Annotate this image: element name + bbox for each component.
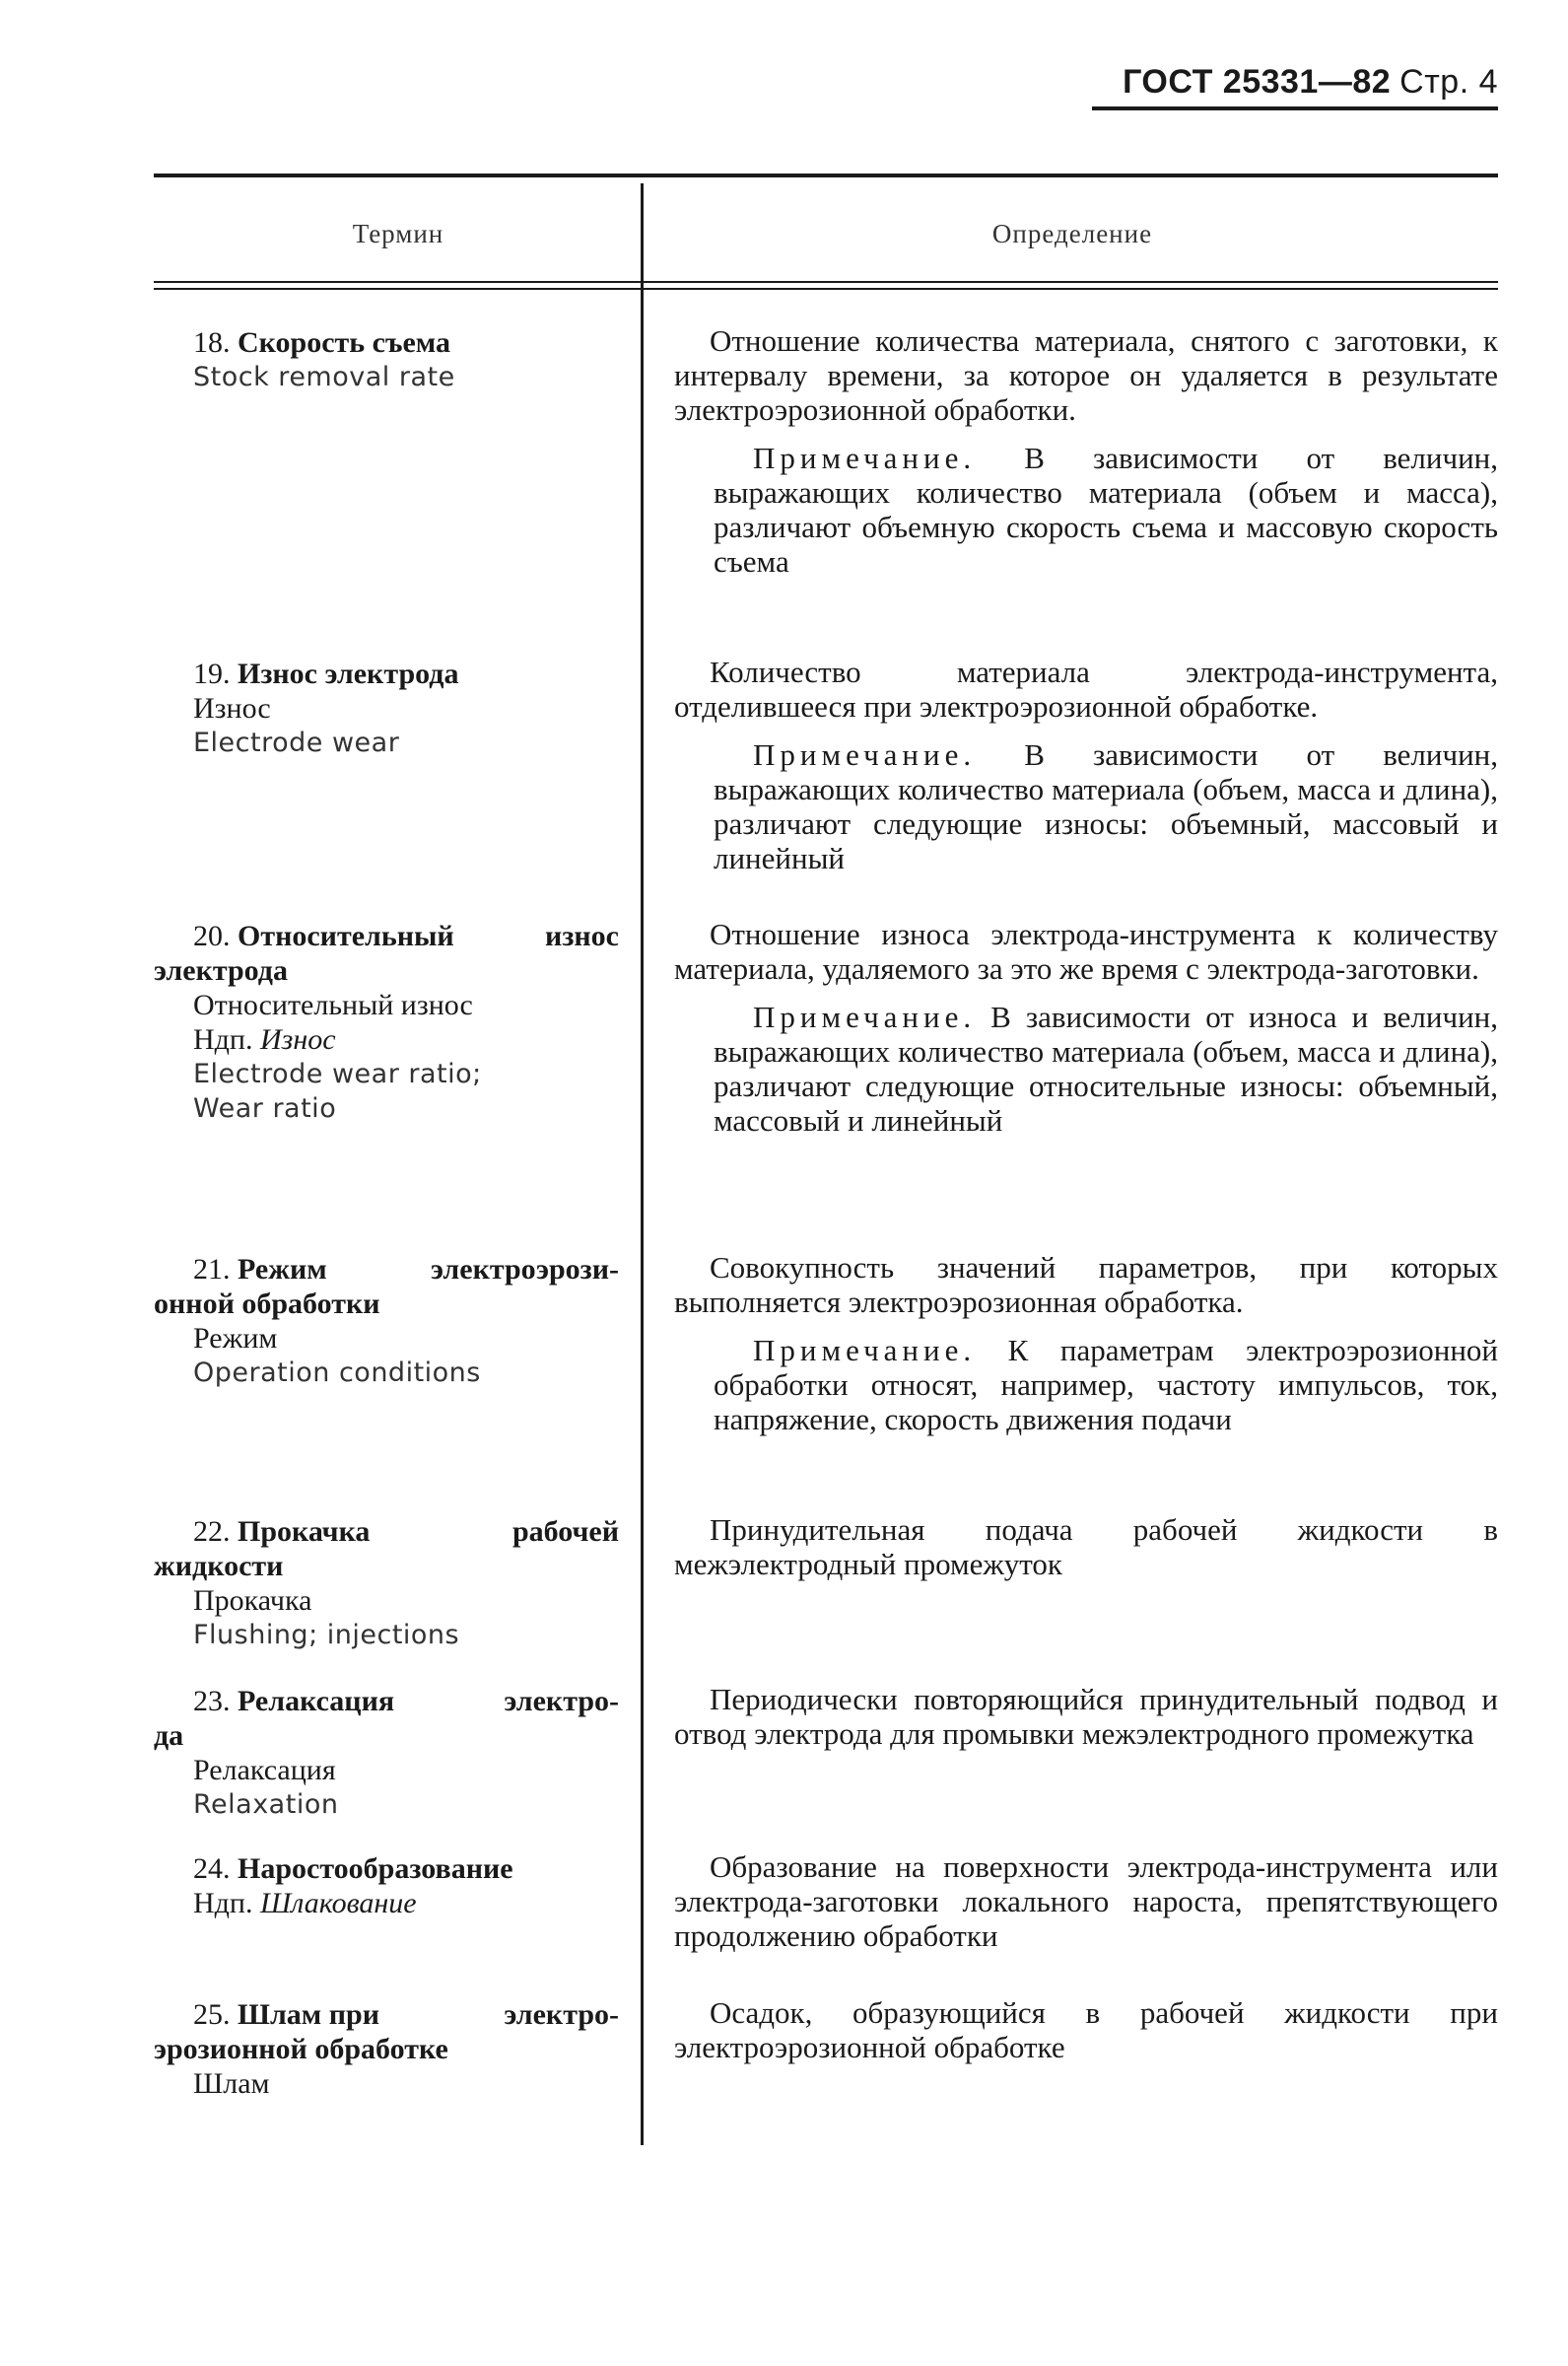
term-number: 25. (193, 1998, 231, 2031)
ndp-label: Ндп. (193, 1887, 253, 1919)
term-title: Наростообразование (238, 1852, 513, 1885)
term-title-part: при (328, 1998, 379, 2031)
page-header (1084, 63, 1498, 102)
definition-note (714, 441, 1498, 579)
term-title-part: электроэрози- (431, 1253, 619, 1286)
note-text: В зависимости от износа и величин, выражающих количество материала (объем, масса и длина), различают следующие относительные износы: объемный, массовый и линейный (714, 1000, 1499, 1138)
term-title-part: Прокачка (238, 1515, 371, 1548)
definition-note (714, 1333, 1498, 1436)
definition-note (714, 1000, 1498, 1138)
term-synonym: Релаксация (193, 1754, 336, 1786)
term-english: Wear ratio (193, 1093, 337, 1124)
term-title-part: эрозионной обработке (154, 2033, 448, 2065)
term-cell (154, 1514, 619, 1652)
term-number: 22. (193, 1515, 231, 1548)
term-number: 20. (193, 920, 231, 952)
page-number: Стр. 4 (1399, 63, 1498, 101)
term-title-part: электрода (154, 954, 288, 987)
term-cell (154, 1997, 619, 2101)
term-title-part: электро- (504, 1685, 619, 1717)
definition-cell (674, 1682, 1498, 1751)
column-divider (641, 183, 644, 2145)
definition-text: Принудительная подача рабочей жидкости в межэлектродный промежуток (674, 1512, 1498, 1581)
term-title-part: Шлам (238, 1998, 322, 2031)
term-number: 21. (193, 1253, 231, 1286)
note-label: Примечание. (753, 737, 977, 772)
term-number: 19. (193, 658, 231, 690)
column-header-term: Термин (352, 219, 444, 248)
term-english: Flushing; injections (193, 1620, 460, 1650)
definition-note (714, 737, 1498, 875)
term-title-part: онной обработки (154, 1287, 380, 1320)
note-text: В зависимости от величин, выражающих количество материала (объем и масса), различают объемную скорость съема и массовую скорость съема (714, 441, 1499, 579)
term-cell (154, 1252, 619, 1390)
term-title-part: Относительный (238, 920, 454, 952)
definition-text: Отношение износа электрода-инструмента к количеству материала, удаляемого за это же время с электрода-заготовки. (674, 917, 1498, 986)
term-synonym: Прокачка (193, 1584, 312, 1617)
definition-text: Количество материала электрода-инструмента, отделившееся при электроэрозионной обработке. (674, 655, 1498, 724)
term-english: Relaxation (193, 1789, 339, 1820)
term-title-part: да (154, 1719, 184, 1752)
definition-text: Осадок, образующийся в рабочей жидкости при электроэрозионной обработке (674, 1995, 1498, 2064)
definition-cell (674, 1995, 1498, 2064)
term-title-part: Режим (238, 1253, 327, 1286)
term-cell (154, 1851, 619, 1920)
table-top-rule (154, 174, 1498, 177)
note-text: В зависимости от величин, выражающих количество материала (объем, масса и длина), различают следующие износы: объемный, массовый и линейный (714, 737, 1499, 875)
standard-number: ГОСТ 25331—82 (1123, 63, 1392, 101)
term-english: Operation conditions (193, 1357, 481, 1388)
term-synonym: Шлам (193, 2067, 270, 2100)
definition-cell (674, 655, 1498, 875)
term-english: Electrode wear ratio; (193, 1059, 482, 1089)
note-label: Примечание. (753, 441, 977, 475)
ndp-term: Шлакование (259, 1887, 417, 1919)
ndp-term: Износ (259, 1023, 336, 1056)
note-label: Примечание. (753, 1333, 977, 1367)
note-text: К параметрам электроэрозионной обработки относят, например, частоту импульсов, ток, напряжение, скорость движения подачи (714, 1333, 1499, 1436)
term-synonym: Износ (193, 692, 271, 725)
term-cell (154, 1684, 619, 1822)
note-label: Примечание. (753, 1000, 977, 1034)
term-title: Скорость съема (238, 326, 451, 359)
term-cell (154, 325, 619, 394)
term-synonym: Режим (193, 1322, 278, 1355)
term-synonym: Относительный износ (193, 989, 473, 1021)
ndp-label: Ндп. (193, 1023, 253, 1056)
header-rule (1092, 106, 1498, 110)
definition-text: Совокупность значений параметров, при которых выполняется электроэрозионная обработка. (674, 1250, 1498, 1319)
term-number: 23. (193, 1685, 231, 1717)
term-title-part: электро- (504, 1998, 619, 2031)
term-title-part: износ (545, 920, 619, 952)
header-rule-upper (154, 281, 1498, 283)
term-title-part: рабочей (511, 1515, 619, 1548)
definition-text: Периодически повторяющийся принудительный подвод и отвод электрода для промывки межэлектродного промежутка (674, 1682, 1498, 1751)
definition-cell (674, 323, 1498, 579)
term-english: Electrode wear (193, 728, 400, 758)
term-title: Износ электрода (238, 658, 459, 690)
header-rule-lower (154, 288, 1498, 290)
definition-cell (674, 917, 1498, 1138)
term-title-part: Релаксация (238, 1685, 395, 1717)
definition-cell (674, 1849, 1498, 1953)
definition-cell (674, 1250, 1498, 1436)
term-cell (154, 919, 619, 1126)
definition-cell (674, 1512, 1498, 1581)
term-cell (154, 657, 619, 760)
definition-text: Образование на поверхности электрода-инструмента или электрода-заготовки локального нароста, препятствующего продолжению обработки (674, 1849, 1498, 1953)
term-number: 24. (193, 1852, 231, 1885)
term-english: Stock removal rate (193, 362, 455, 392)
definition-text: Отношение количества материала, снятого с заготовки, к интервалу времени, за которое он удаляется в результате электроэрозионной обработки. (674, 323, 1498, 427)
term-number: 18. (193, 326, 231, 359)
term-title-part: жидкости (154, 1550, 284, 1582)
column-header-definition: Определение (991, 219, 1153, 248)
